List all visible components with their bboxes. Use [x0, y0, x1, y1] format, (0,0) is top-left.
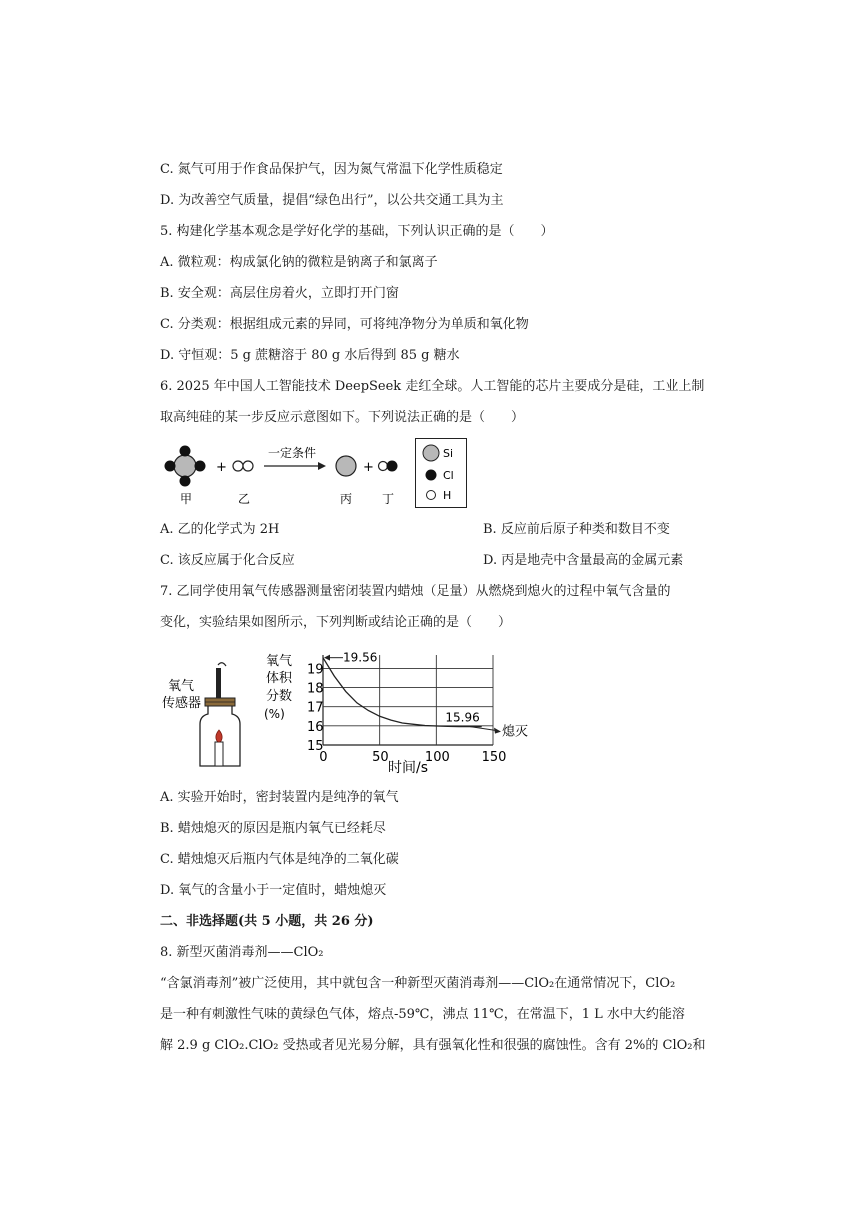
molecule-yi	[233, 461, 253, 471]
legend-h-atom	[427, 491, 436, 500]
question-6-stem-line1: 6. 2025 年中国人工智能技术 DeepSeek 走红全球。人工智能的芯片主要成分是硅，工业上制	[160, 379, 705, 394]
y-tick-label: 17	[307, 700, 324, 716]
x-tick-label: 50	[372, 750, 389, 765]
question-7-option-b: B. 蜡烛熄灭的原因是瓶内氧气已经耗尽	[160, 821, 386, 836]
molecule-bing	[336, 456, 356, 476]
sensor-label-line2: 传感器	[162, 696, 202, 711]
sensor-wire	[218, 663, 226, 666]
question-7-stem-line1: 7. 乙同学使用氧气传感器测量密闭装置内蜡烛（足量）从燃烧到熄火的过程中氧气含量的	[160, 584, 671, 599]
label-bing: 丙	[340, 492, 353, 506]
sensor-probe	[216, 668, 221, 700]
question-6-option-d: D. 丙是地壳中含量最高的金属元素	[483, 553, 684, 568]
option-d-green-travel: D. 为改善空气质量，提倡“绿色出行”，以公共交通工具为主	[160, 193, 504, 208]
candle-flame	[216, 730, 222, 742]
extinguish-label: 熄灭	[502, 724, 529, 740]
question-6-option-c: C. 该反应属于化合反应	[160, 553, 295, 568]
molecule-ding	[379, 461, 398, 472]
atom-legend	[415, 438, 467, 508]
y-label-line-3: 分数	[266, 689, 293, 704]
chart-grid	[323, 655, 493, 745]
legend-cl-label: Cl	[443, 469, 454, 482]
question-5-option-d: D. 守恒观：5 g 蔗糖溶于 80 g 水后得到 85 g 糖水	[160, 348, 460, 363]
question-8-paragraph-line2: 是一种有刺激性气味的黄绿色气体，熔点-59℃，沸点 11℃，在常温下，1 L 水中大约能溶	[160, 1007, 685, 1022]
question-5-option-c: C. 分类观：根据组成元素的异同，可将纯净物分为单质和氧化物	[160, 317, 529, 332]
question-5-option-b: B. 安全观：高层住房着火，立即打开门窗	[160, 286, 399, 301]
label-jia: 甲	[180, 492, 193, 506]
x-tick-label: 0	[319, 750, 328, 765]
option-c-nitrogen: C. 氮气可用于作食品保护气，因为氮气常温下化学性质稳定	[160, 162, 503, 177]
x-axis-label: 时间/s	[388, 760, 429, 775]
end-pointer-head	[494, 728, 501, 734]
apparatus-svg	[160, 660, 255, 770]
y-label-line-1: 氧气	[266, 654, 293, 669]
candle	[215, 742, 223, 766]
x-tick-label: 100	[424, 750, 450, 765]
y-tick-label: 18	[307, 681, 324, 697]
section-2-heading: 二、非选择题(共 5 小题，共 26 分)	[160, 914, 374, 929]
question-5-option-a: A. 微粒观：构成氯化钠的微粒是钠离子和氯离子	[160, 255, 438, 270]
plus-sign-2: +	[363, 460, 374, 475]
question-8-paragraph-line3: 解 2.9 g ClO₂.ClO₂ 受热或者见光易分解，具有强氧化性和很强的腐蚀性。含有 2%的 ClO₂和	[160, 1038, 706, 1053]
question-7-stem-line2: 变化，实验结果如图所示，下列判断或结论正确的是（ ）	[160, 615, 512, 630]
label-yi: 乙	[238, 492, 251, 506]
sensor-label-line1: 氧气	[168, 679, 195, 694]
y-label-line-2: 体积	[266, 671, 293, 686]
plus-sign-1: +	[216, 460, 227, 475]
reaction-diagram-svg	[160, 440, 420, 510]
molecule-jia	[165, 446, 206, 487]
y-label-line-4: (%)	[264, 707, 285, 721]
end-value-label: 15.96	[445, 710, 480, 725]
question-7-option-a: A. 实验开始时，密封装置内是纯净的氧气	[160, 790, 399, 805]
question-7-option-d: D. 氧气的含量小于一定值时，蜡烛熄灭	[160, 883, 387, 898]
legend-h-label: H	[443, 489, 452, 502]
label-ding: 丁	[382, 492, 395, 506]
oxygen-chart-svg	[260, 645, 540, 775]
y-tick-label: 15	[307, 739, 324, 754]
apparatus-figure	[160, 660, 255, 770]
legend-si-atom	[423, 445, 439, 461]
oxygen-chart	[260, 645, 540, 775]
question-6-option-b: B. 反应前后原子种类和数目不变	[483, 522, 670, 537]
atom-legend-svg	[416, 439, 466, 507]
question-8-title: 8. 新型灭菌消毒剂——ClO₂	[160, 945, 324, 960]
start-value-label: 19.56	[343, 650, 378, 665]
reaction-condition: 一定条件	[268, 446, 317, 460]
x-tick-label: 150	[481, 750, 507, 765]
legend-cl-atom	[426, 470, 437, 481]
question-5-stem: 5. 构建化学基本观念是学好化学的基础，下列认识正确的是（ ）	[160, 224, 554, 239]
y-tick-label: 16	[307, 719, 324, 735]
question-6-stem-line2: 取高纯硅的某一步反应示意图如下。下列说法正确的是（ ）	[160, 410, 525, 425]
y-tick-label: 19	[307, 662, 324, 678]
question-7-option-c: C. 蜡烛熄灭后瓶内气体是纯净的二氧化碳	[160, 852, 399, 867]
legend-si-label: Si	[443, 447, 454, 460]
question-8-paragraph-line1: “含氯消毒剂”被广泛使用，其中就包含一种新型灭菌消毒剂——ClO₂在通常情况下，ClO₂	[160, 976, 676, 991]
reaction-arrowhead	[318, 462, 326, 470]
question-6-option-a: A. 乙的化学式为 2H	[160, 522, 280, 537]
